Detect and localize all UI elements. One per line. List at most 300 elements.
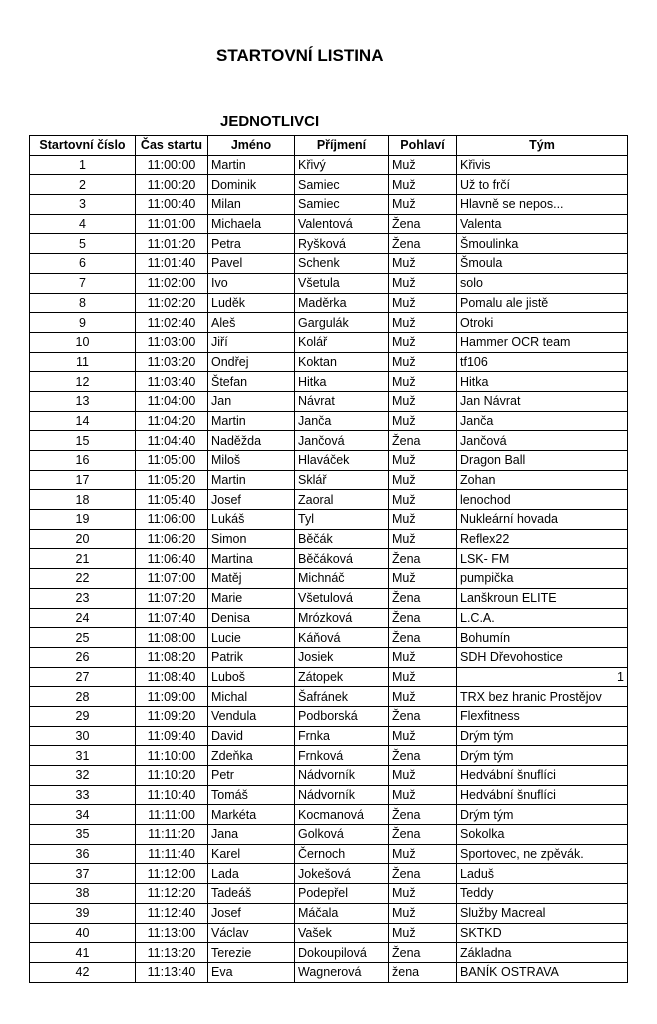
cell-start-time: 11:04:20 — [136, 411, 208, 431]
cell-start-number: 28 — [30, 687, 136, 707]
cell-team: Drým tým — [457, 726, 628, 746]
cell-start-number: 12 — [30, 372, 136, 392]
cell-last-name: Samiec — [295, 175, 389, 195]
start-list-table — [29, 135, 628, 983]
table-row — [30, 766, 628, 786]
table-row — [30, 254, 628, 274]
cell-gender: Muž — [389, 451, 457, 471]
cell-gender: Muž — [389, 667, 457, 687]
cell-last-name: Všetula — [295, 273, 389, 293]
table-row — [30, 470, 628, 490]
cell-gender: Muž — [389, 313, 457, 333]
cell-gender: Žena — [389, 608, 457, 628]
cell-first-name: Martina — [208, 549, 295, 569]
cell-first-name: Aleš — [208, 313, 295, 333]
table-row — [30, 549, 628, 569]
cell-first-name: Marie — [208, 588, 295, 608]
cell-last-name: Samiec — [295, 195, 389, 215]
cell-start-number: 18 — [30, 490, 136, 510]
cell-first-name: Lukáš — [208, 510, 295, 530]
table-row — [30, 923, 628, 943]
cell-gender: žena — [389, 962, 457, 982]
cell-start-time: 11:00:40 — [136, 195, 208, 215]
cell-last-name: Všetulová — [295, 588, 389, 608]
cell-team: Teddy — [457, 884, 628, 904]
cell-start-number: 42 — [30, 962, 136, 982]
header-gender: Pohlaví — [389, 136, 457, 156]
cell-gender: Muž — [389, 391, 457, 411]
table-row — [30, 510, 628, 530]
table-row — [30, 864, 628, 884]
table-body — [30, 155, 628, 982]
table-row — [30, 825, 628, 845]
cell-gender: Muž — [389, 687, 457, 707]
cell-last-name: Vašek — [295, 923, 389, 943]
cell-start-time: 11:11:40 — [136, 844, 208, 864]
cell-gender: Muž — [389, 372, 457, 392]
header-first-name: Jméno — [208, 136, 295, 156]
cell-start-number: 19 — [30, 510, 136, 530]
cell-start-time: 11:06:40 — [136, 549, 208, 569]
cell-last-name: Michnáč — [295, 569, 389, 589]
table-row — [30, 490, 628, 510]
cell-first-name: Lada — [208, 864, 295, 884]
cell-gender: Muž — [389, 923, 457, 943]
cell-team: SDH Dřevohostice — [457, 647, 628, 667]
cell-first-name: Miloš — [208, 451, 295, 471]
table-row — [30, 234, 628, 254]
cell-start-number: 26 — [30, 647, 136, 667]
cell-start-number: 25 — [30, 628, 136, 648]
table-row — [30, 588, 628, 608]
cell-last-name: Nádvorník — [295, 766, 389, 786]
cell-start-time: 11:06:20 — [136, 529, 208, 549]
cell-team: Bohumín — [457, 628, 628, 648]
cell-start-time: 11:05:00 — [136, 451, 208, 471]
cell-team: Hedvábní šnuflíci — [457, 766, 628, 786]
cell-gender: Muž — [389, 195, 457, 215]
cell-start-time: 11:02:20 — [136, 293, 208, 313]
header-start-time: Čas startu — [136, 136, 208, 156]
cell-team: Reflex22 — [457, 529, 628, 549]
cell-team: Flexfitness — [457, 706, 628, 726]
cell-gender: Žena — [389, 234, 457, 254]
cell-gender: Žena — [389, 943, 457, 963]
cell-first-name: Michal — [208, 687, 295, 707]
cell-last-name: Sklář — [295, 470, 389, 490]
header-start-number: Startovní číslo — [30, 136, 136, 156]
cell-gender: Muž — [389, 273, 457, 293]
cell-gender: Žena — [389, 864, 457, 884]
cell-start-number: 1 — [30, 155, 136, 175]
table-row — [30, 155, 628, 175]
table-row — [30, 726, 628, 746]
cell-start-number: 29 — [30, 706, 136, 726]
cell-start-time: 11:05:20 — [136, 470, 208, 490]
cell-gender: Muž — [389, 529, 457, 549]
cell-gender: Muž — [389, 766, 457, 786]
cell-first-name: Martin — [208, 411, 295, 431]
cell-last-name: Maděrka — [295, 293, 389, 313]
table-row — [30, 411, 628, 431]
section-title: JEDNOTLIVCI — [220, 113, 320, 130]
cell-gender: Muž — [389, 490, 457, 510]
cell-start-time: 11:12:00 — [136, 864, 208, 884]
table-row — [30, 647, 628, 667]
cell-last-name: Máčala — [295, 903, 389, 923]
table-row — [30, 943, 628, 963]
cell-last-name: Koktan — [295, 352, 389, 372]
cell-last-name: Mrózková — [295, 608, 389, 628]
cell-first-name: Markéta — [208, 805, 295, 825]
cell-team: Lanškroun ELITE — [457, 588, 628, 608]
cell-gender: Muž — [389, 470, 457, 490]
cell-first-name: Ondřej — [208, 352, 295, 372]
cell-first-name: Tomáš — [208, 785, 295, 805]
cell-team: Nukleární hovada — [457, 510, 628, 530]
cell-start-time: 11:00:20 — [136, 175, 208, 195]
cell-first-name: Petr — [208, 766, 295, 786]
cell-start-time: 11:08:20 — [136, 647, 208, 667]
table-row — [30, 529, 628, 549]
cell-team: BANÍK OSTRAVA — [457, 962, 628, 982]
table-row — [30, 569, 628, 589]
table-row — [30, 431, 628, 451]
cell-first-name: Josef — [208, 903, 295, 923]
cell-start-time: 11:11:00 — [136, 805, 208, 825]
cell-team: L.C.A. — [457, 608, 628, 628]
cell-start-time: 11:03:40 — [136, 372, 208, 392]
cell-start-time: 11:10:20 — [136, 766, 208, 786]
table-row — [30, 746, 628, 766]
cell-team: lenochod — [457, 490, 628, 510]
cell-gender: Muž — [389, 411, 457, 431]
cell-start-number: 37 — [30, 864, 136, 884]
cell-start-time: 11:13:00 — [136, 923, 208, 943]
cell-start-time: 11:11:20 — [136, 825, 208, 845]
cell-last-name: Návrat — [295, 391, 389, 411]
cell-team: Janča — [457, 411, 628, 431]
cell-gender: Muž — [389, 785, 457, 805]
cell-first-name: Matěj — [208, 569, 295, 589]
cell-last-name: Káňová — [295, 628, 389, 648]
cell-start-number: 33 — [30, 785, 136, 805]
cell-first-name: Karel — [208, 844, 295, 864]
cell-gender: Žena — [389, 549, 457, 569]
cell-start-time: 11:09:40 — [136, 726, 208, 746]
cell-last-name: Běčák — [295, 529, 389, 549]
cell-start-time: 11:03:00 — [136, 332, 208, 352]
cell-last-name: Kocmanová — [295, 805, 389, 825]
cell-first-name: Zdeňka — [208, 746, 295, 766]
cell-start-time: 11:00:00 — [136, 155, 208, 175]
cell-gender: Muž — [389, 647, 457, 667]
cell-start-number: 27 — [30, 667, 136, 687]
cell-team: solo — [457, 273, 628, 293]
cell-first-name: Denisa — [208, 608, 295, 628]
cell-gender: Muž — [389, 844, 457, 864]
cell-last-name: Jančová — [295, 431, 389, 451]
cell-start-number: 17 — [30, 470, 136, 490]
cell-last-name: Frnková — [295, 746, 389, 766]
cell-first-name: Ivo — [208, 273, 295, 293]
cell-start-time: 11:01:20 — [136, 234, 208, 254]
cell-last-name: Podborská — [295, 706, 389, 726]
cell-first-name: Terezie — [208, 943, 295, 963]
cell-gender: Muž — [389, 884, 457, 904]
cell-gender: Žena — [389, 825, 457, 845]
table-row — [30, 903, 628, 923]
cell-first-name: Milan — [208, 195, 295, 215]
cell-start-time: 11:12:20 — [136, 884, 208, 904]
cell-start-number: 13 — [30, 391, 136, 411]
cell-team: Hitka — [457, 372, 628, 392]
cell-start-number: 24 — [30, 608, 136, 628]
cell-start-time: 11:07:40 — [136, 608, 208, 628]
cell-start-number: 3 — [30, 195, 136, 215]
cell-start-number: 14 — [30, 411, 136, 431]
cell-last-name: Zaoral — [295, 490, 389, 510]
table-header-row — [30, 136, 628, 156]
cell-last-name: Nádvorník — [295, 785, 389, 805]
cell-last-name: Schenk — [295, 254, 389, 274]
cell-start-number: 23 — [30, 588, 136, 608]
cell-team: Sokolka — [457, 825, 628, 845]
table-row — [30, 391, 628, 411]
cell-start-time: 11:04:00 — [136, 391, 208, 411]
cell-last-name: Jokešová — [295, 864, 389, 884]
cell-gender: Žena — [389, 214, 457, 234]
cell-gender: Žena — [389, 431, 457, 451]
cell-gender: Muž — [389, 332, 457, 352]
cell-first-name: Jan — [208, 391, 295, 411]
table-row — [30, 785, 628, 805]
table-row — [30, 608, 628, 628]
cell-last-name: Hlaváček — [295, 451, 389, 471]
cell-start-number: 15 — [30, 431, 136, 451]
cell-last-name: Frnka — [295, 726, 389, 746]
cell-first-name: Martin — [208, 470, 295, 490]
cell-start-number: 32 — [30, 766, 136, 786]
cell-first-name: Luděk — [208, 293, 295, 313]
cell-gender: Žena — [389, 805, 457, 825]
cell-start-number: 9 — [30, 313, 136, 333]
table-row — [30, 706, 628, 726]
cell-start-number: 6 — [30, 254, 136, 274]
table-row — [30, 687, 628, 707]
cell-start-time: 11:09:20 — [136, 706, 208, 726]
cell-start-time: 11:07:20 — [136, 588, 208, 608]
cell-first-name: Pavel — [208, 254, 295, 274]
cell-start-time: 11:02:00 — [136, 273, 208, 293]
cell-first-name: Vendula — [208, 706, 295, 726]
cell-last-name: Šafránek — [295, 687, 389, 707]
cell-team: Služby Macreal — [457, 903, 628, 923]
cell-team: Pomalu ale jistě — [457, 293, 628, 313]
cell-last-name: Křivý — [295, 155, 389, 175]
cell-start-time: 11:13:20 — [136, 943, 208, 963]
table-row — [30, 805, 628, 825]
cell-team: Dragon Ball — [457, 451, 628, 471]
cell-first-name: Josef — [208, 490, 295, 510]
cell-gender: Muž — [389, 569, 457, 589]
cell-start-number: 34 — [30, 805, 136, 825]
cell-start-time: 11:05:40 — [136, 490, 208, 510]
cell-start-number: 5 — [30, 234, 136, 254]
table-row — [30, 451, 628, 471]
cell-first-name: Jana — [208, 825, 295, 845]
cell-team: Valenta — [457, 214, 628, 234]
cell-start-time: 11:13:40 — [136, 962, 208, 982]
cell-last-name: Podepřel — [295, 884, 389, 904]
cell-first-name: Petra — [208, 234, 295, 254]
cell-team: Laduš — [457, 864, 628, 884]
cell-last-name: Josiek — [295, 647, 389, 667]
cell-start-number: 2 — [30, 175, 136, 195]
cell-gender: Žena — [389, 746, 457, 766]
cell-gender: Muž — [389, 175, 457, 195]
cell-team: LSK- FM — [457, 549, 628, 569]
cell-start-number: 39 — [30, 903, 136, 923]
cell-first-name: Štefan — [208, 372, 295, 392]
cell-start-time: 11:07:00 — [136, 569, 208, 589]
cell-start-number: 36 — [30, 844, 136, 864]
cell-first-name: Eva — [208, 962, 295, 982]
table-row — [30, 273, 628, 293]
cell-start-number: 30 — [30, 726, 136, 746]
cell-team: Hedvábní šnuflíci — [457, 785, 628, 805]
cell-start-time: 11:04:40 — [136, 431, 208, 451]
cell-last-name: Zátopek — [295, 667, 389, 687]
cell-gender: Muž — [389, 293, 457, 313]
cell-start-number: 40 — [30, 923, 136, 943]
table-row — [30, 372, 628, 392]
cell-start-time: 11:10:00 — [136, 746, 208, 766]
cell-start-number: 10 — [30, 332, 136, 352]
cell-team: Drým tým — [457, 746, 628, 766]
header-last-name: Příjmení — [295, 136, 389, 156]
cell-start-number: 41 — [30, 943, 136, 963]
cell-start-number: 11 — [30, 352, 136, 372]
cell-team: Zohan — [457, 470, 628, 490]
cell-start-number: 31 — [30, 746, 136, 766]
cell-last-name: Tyl — [295, 510, 389, 530]
cell-start-number: 16 — [30, 451, 136, 471]
table-row — [30, 844, 628, 864]
cell-first-name: Dominik — [208, 175, 295, 195]
cell-last-name: Ryšková — [295, 234, 389, 254]
cell-team: Hlavně se nepos... — [457, 195, 628, 215]
cell-start-number: 38 — [30, 884, 136, 904]
cell-team: Sportovec, ne zpěvák. — [457, 844, 628, 864]
cell-start-time: 11:01:40 — [136, 254, 208, 274]
cell-first-name: Patrik — [208, 647, 295, 667]
cell-last-name: Dokoupilová — [295, 943, 389, 963]
cell-start-time: 11:08:00 — [136, 628, 208, 648]
cell-team: Šmoulinka — [457, 234, 628, 254]
cell-gender: Žena — [389, 588, 457, 608]
table-row — [30, 332, 628, 352]
cell-gender: Muž — [389, 726, 457, 746]
cell-first-name: Tadeáš — [208, 884, 295, 904]
cell-first-name: Naděžda — [208, 431, 295, 451]
cell-last-name: Černoch — [295, 844, 389, 864]
cell-start-time: 11:03:20 — [136, 352, 208, 372]
cell-start-number: 22 — [30, 569, 136, 589]
cell-first-name: Simon — [208, 529, 295, 549]
cell-team: Jan Návrat — [457, 391, 628, 411]
cell-start-time: 11:06:00 — [136, 510, 208, 530]
cell-team: Základna — [457, 943, 628, 963]
cell-team: TRX bez hranic Prostějov — [457, 687, 628, 707]
table-row — [30, 667, 628, 687]
cell-first-name: Martin — [208, 155, 295, 175]
cell-team: pumpička — [457, 569, 628, 589]
cell-first-name: Lucie — [208, 628, 295, 648]
cell-gender: Muž — [389, 903, 457, 923]
cell-team: Křivis — [457, 155, 628, 175]
cell-start-number: 4 — [30, 214, 136, 234]
cell-first-name: Luboš — [208, 667, 295, 687]
cell-first-name: Jiří — [208, 332, 295, 352]
cell-start-time: 11:01:00 — [136, 214, 208, 234]
cell-last-name: Běčáková — [295, 549, 389, 569]
cell-last-name: Janča — [295, 411, 389, 431]
cell-team: Otroki — [457, 313, 628, 333]
cell-last-name: Golková — [295, 825, 389, 845]
cell-team: Hammer OCR team — [457, 332, 628, 352]
cell-first-name: Michaela — [208, 214, 295, 234]
cell-gender: Muž — [389, 352, 457, 372]
cell-team: tf106 — [457, 352, 628, 372]
cell-start-time: 11:12:40 — [136, 903, 208, 923]
cell-team: Drým tým — [457, 805, 628, 825]
table-row — [30, 214, 628, 234]
cell-start-time: 11:09:00 — [136, 687, 208, 707]
cell-team: Jančová — [457, 431, 628, 451]
cell-start-number: 21 — [30, 549, 136, 569]
table-row — [30, 175, 628, 195]
cell-start-number: 8 — [30, 293, 136, 313]
table-row — [30, 195, 628, 215]
table-row — [30, 628, 628, 648]
cell-team: Šmoula — [457, 254, 628, 274]
cell-last-name: Valentová — [295, 214, 389, 234]
cell-team: 1 — [457, 667, 628, 687]
cell-gender: Žena — [389, 706, 457, 726]
cell-start-time: 11:08:40 — [136, 667, 208, 687]
cell-start-time: 11:02:40 — [136, 313, 208, 333]
cell-first-name: David — [208, 726, 295, 746]
cell-start-number: 20 — [30, 529, 136, 549]
cell-gender: Žena — [389, 628, 457, 648]
cell-start-time: 11:10:40 — [136, 785, 208, 805]
cell-last-name: Hitka — [295, 372, 389, 392]
table-row — [30, 884, 628, 904]
page-title: STARTOVNÍ LISTINA — [216, 46, 384, 65]
table-row — [30, 352, 628, 372]
cell-gender: Muž — [389, 254, 457, 274]
cell-team: Už to frčí — [457, 175, 628, 195]
cell-gender: Muž — [389, 510, 457, 530]
cell-team: SKTKD — [457, 923, 628, 943]
cell-start-number: 35 — [30, 825, 136, 845]
table-row — [30, 313, 628, 333]
cell-first-name: Václav — [208, 923, 295, 943]
cell-last-name: Kolář — [295, 332, 389, 352]
cell-last-name: Gargulák — [295, 313, 389, 333]
header-team: Tým — [457, 136, 628, 156]
